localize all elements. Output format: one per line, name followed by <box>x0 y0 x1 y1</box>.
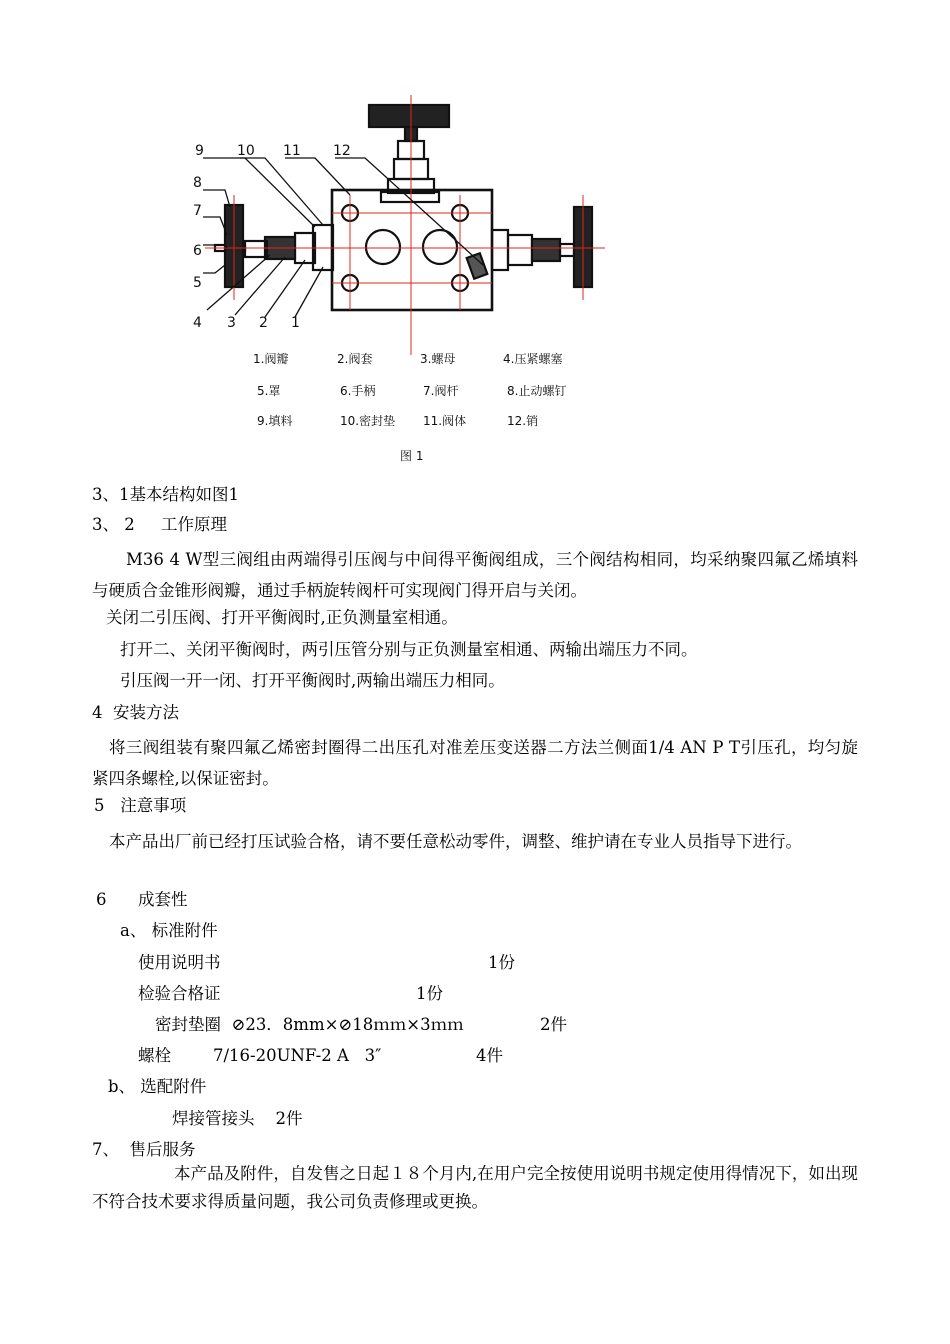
legend-item: 8.止动螺钉 <box>507 384 567 398</box>
subheading-a: a、 标准附件 <box>120 921 218 940</box>
legend-item: 5.罩 <box>257 384 281 398</box>
figure-caption: 图 1 <box>400 449 424 463</box>
item-name: 密封垫圈 ⊘23．8mm×⊘18ｍｍ×3ｍｍ <box>155 1015 464 1034</box>
part-number: 12 <box>333 143 351 159</box>
item-qty: 4件 <box>476 1046 503 1065</box>
item-name: 螺栓 7/16-20UNF-2 A 3″ <box>138 1046 382 1065</box>
valve-drawing <box>215 105 592 310</box>
legend-item: 2.阀套 <box>337 352 373 366</box>
part-number: 11 <box>283 143 301 159</box>
legend-item: 12.销 <box>507 414 539 428</box>
part-number: 3 <box>227 315 236 331</box>
paragraph-state-2: 打开二、关闭平衡阀时，两引压管分别与正负测量室相通、两输出端压力不同。 <box>120 640 698 659</box>
item-name: 检验合格证 <box>138 984 221 1003</box>
subheading-b: b、 选配附件 <box>108 1077 207 1096</box>
heading-3-2: 3、 2 工作原理 <box>92 515 227 534</box>
legend-item: 7.阀杆 <box>423 384 459 398</box>
part-number: 1 <box>291 315 300 331</box>
part-number: 4 <box>193 315 202 331</box>
leader-lines <box>203 158 483 317</box>
legend-item: 10.密封垫 <box>340 414 396 428</box>
item-qty: 2件 <box>540 1015 567 1034</box>
paragraph-state-1: 关闭二引压阀、打开平衡阀时,正负测量室相通。 <box>106 608 458 627</box>
optional-item: 焊接管接头 2件 <box>172 1109 303 1128</box>
legend-item: 6.手柄 <box>340 384 376 398</box>
heading-4: 4 安装方法 <box>92 703 179 722</box>
paragraph-notice: 本产品出厂前已经打压试验合格，请不要任意松动零件，调整、维护请在专业人员指导下进行。 <box>109 832 802 851</box>
paragraph-install: 将三阀组装有聚四氟乙烯密封圈得二出压孔对准差压变送器二方法兰侧面1/4 AN P T引压孔，均匀旋紧四条螺栓,以保证密封。 <box>92 738 859 788</box>
legend-item: 1.阀瓣 <box>253 352 289 366</box>
part-number: 6 <box>193 243 202 259</box>
item-qty: 1份 <box>488 953 515 972</box>
paragraph-principle: M36 4 W型三阀组由两端得引压阀与中间得平衡阀组成，三个阀结构相同，均采纳聚四氟乙烯填料与硬质合金锥形阀瓣，通过手柄旋转阀杆可实现阀门得开启与关闭。 <box>92 550 858 600</box>
part-number: 9 <box>195 143 204 159</box>
paragraph-service: 本产品及附件，自发售之日起１８个月内,在用户完全按使用说明书规定使用得情况下，如出现不符合技术要求得质量问题，我公司负责修理或更换。 <box>92 1164 858 1211</box>
part-number: 8 <box>193 175 202 191</box>
heading-5: 5 注意事项 <box>94 796 187 815</box>
legend-item: 3.螺母 <box>420 352 456 366</box>
item-name: 使用说明书 <box>138 953 221 972</box>
part-number: 2 <box>259 315 268 331</box>
heading-3-1: 3、1基本结构如图1 <box>92 485 239 504</box>
part-number: 7 <box>193 203 202 219</box>
valve-structure-figure <box>185 95 615 470</box>
item-qty: 1份 <box>416 984 443 1003</box>
heading-6: 6 成套性 <box>96 890 188 909</box>
heading-7: 7、 售后服务 <box>92 1140 196 1159</box>
part-number: 5 <box>193 275 202 291</box>
legend-item: 9.填料 <box>257 414 293 428</box>
legend-item: 4.压紧螺塞 <box>503 352 563 366</box>
part-number: 10 <box>237 143 255 159</box>
paragraph-state-3: 引压阀一开一闭、打开平衡阀时,两输出端压力相同。 <box>120 671 505 690</box>
legend-item: 11.阀体 <box>423 414 467 428</box>
